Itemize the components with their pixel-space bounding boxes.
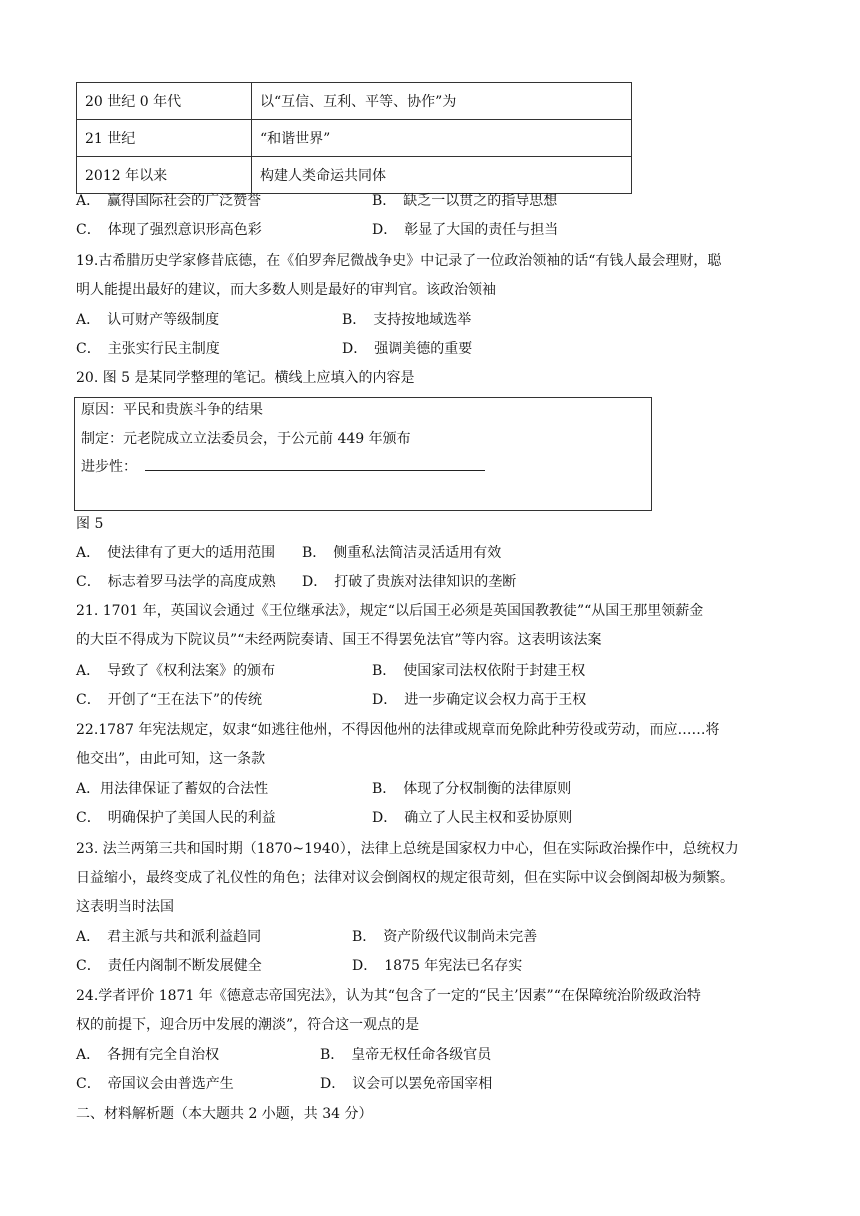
q21-option-a: A． 导致了《权利法案》的颁布 bbox=[76, 663, 276, 679]
q23-option-b: B． 资产阶级代议制尚未完善 bbox=[352, 929, 538, 945]
table-cell-content: 构建人类命运共同体 bbox=[252, 157, 632, 194]
q19-option-d: D． 强调美德的重要 bbox=[342, 341, 473, 357]
q18-option-a: A． 赢得国际社会的广泛赞誉 bbox=[76, 193, 262, 209]
q20-option-a: A． 使法律有了更大的适用范围 bbox=[76, 545, 276, 561]
table-cell-period: 2012 年以来 bbox=[77, 157, 252, 194]
policy-table bbox=[76, 82, 632, 194]
q22-stem-line: 22.1787 年宪法规定，奴隶“如逃往他州，不得因他州的法律或规章而免除此种劳役或劳动，而应……将 bbox=[76, 722, 720, 738]
q22-stem-line: 他交出”，由此可知，这一条款 bbox=[76, 751, 266, 767]
table-cell-period: 21 世纪 bbox=[77, 120, 252, 157]
q18-option-b: B． 缺乏一以贯之的指导思想 bbox=[372, 193, 558, 209]
table-row bbox=[77, 120, 632, 157]
q22-option-b: B． 体现了分权制衡的法律原则 bbox=[372, 781, 572, 797]
q18-option-c: C． 体现了强烈意识形高色彩 bbox=[76, 222, 262, 238]
q23-stem-line: 23. 法兰两第三共和国时期（1870~1940），法律上总统是国家权力中心，但在实际政治操作中，总统权力 bbox=[76, 841, 739, 857]
note-progress-label: 进步性： bbox=[81, 459, 137, 475]
table-row bbox=[77, 83, 632, 120]
q20-option-c: C． 标志着罗马法学的高度成熟 bbox=[76, 574, 276, 590]
fill-in-blank-line bbox=[145, 470, 485, 471]
q22-option-d: D． 确立了人民主权和妥协原则 bbox=[372, 810, 573, 826]
q23-stem-line: 这表明当时法国 bbox=[76, 899, 174, 915]
q19-stem-line: 19.古希腊历史学家修昔底德，在《伯罗奔尼微战争史》中记录了一位政治领袖的话“有钱人最会理财，聪 bbox=[76, 253, 722, 269]
section-heading: 二、材料解析题（本大题共 2 小题，共 34 分） bbox=[76, 1106, 373, 1122]
q20-option-b: B． 侧重私法简洁灵活适用有效 bbox=[302, 545, 502, 561]
q20-option-d: D． 打破了贵族对法律知识的垄断 bbox=[302, 574, 517, 590]
q19-option-c: C． 主张实行民主制度 bbox=[76, 341, 220, 357]
table-cell-content: “和谐世界” bbox=[252, 120, 632, 157]
note-made: 制定：元老院成立立法委员会，于公元前 449 年颁布 bbox=[81, 431, 411, 447]
q22-option-c: C． 明确保护了美国人民的利益 bbox=[76, 810, 276, 826]
q24-option-d: D． 议会可以罢免帝国宰相 bbox=[320, 1076, 493, 1092]
note-cause: 原因：平民和贵族斗争的结果 bbox=[81, 402, 263, 418]
q20-stem: 20. 图 5 是某同学整理的笔记。横线上应填入的内容是 bbox=[76, 370, 415, 386]
table-row bbox=[77, 157, 632, 194]
figure-label: 图 5 bbox=[76, 516, 104, 532]
q23-option-c: C． 责任内阁制不断发展健全 bbox=[76, 958, 262, 974]
q21-stem-line: 21. 1701 年，英国议会通过《王位继承法》，规定“以后国王必须是英国国教教徒”“从国王那里领薪金 bbox=[76, 603, 704, 619]
q19-stem-line: 明人能提出最好的建议，而大多数人则是最好的审判官。该政治领袖 bbox=[76, 282, 496, 298]
table-cell-content: 以“互信、互利、平等、协作”为 bbox=[252, 83, 632, 120]
q21-option-c: C． 开创了“王在法下”的传统 bbox=[76, 692, 263, 708]
table-cell-period: 20 世纪 0 年代 bbox=[77, 83, 252, 120]
q21-option-d: D． 进一步确定议会权力高于王权 bbox=[372, 692, 587, 708]
q24-stem-line: 权的前提下，迎合历中发展的潮淡”，符合这一观点的是 bbox=[76, 1017, 420, 1033]
q21-option-b: B． 使国家司法权依附于封建王权 bbox=[372, 663, 586, 679]
q24-option-a: A． 各拥有完全自治权 bbox=[76, 1047, 220, 1063]
q18-option-d: D． 彰显了大国的责任与担当 bbox=[372, 222, 559, 238]
q19-option-a: A． 认可财产等级制度 bbox=[76, 312, 220, 328]
q23-stem-line: 日益缩小，最终变成了礼仪性的角色；法律对议会倒阁权的规定很苛刻，但在实际中议会倒阁却极为频繁。 bbox=[76, 870, 734, 886]
q21-stem-line: 的大臣不得成为下院议员”“未经两院奏请、国王不得罢免法官”等内容。这表明该法案 bbox=[76, 632, 602, 648]
q22-option-a: A．用法律保证了蓄奴的合法性 bbox=[76, 781, 269, 797]
q19-option-b: B． 支持按地域选举 bbox=[342, 312, 472, 328]
q24-stem-line: 24.学者评价 1871 年《德意志帝国宪法》，认为其“包含了一定的“民主’因素”“在保障统治阶级政治特 bbox=[76, 988, 701, 1004]
q20-note-box bbox=[74, 397, 652, 511]
q23-option-a: A． 君主派与共和派利益趋同 bbox=[76, 929, 262, 945]
q23-option-d: D． 1875 年宪法已名存实 bbox=[352, 958, 523, 974]
q24-option-c: C． 帝国议会由普选产生 bbox=[76, 1076, 234, 1092]
q24-option-b: B． 皇帝无权任命各级官员 bbox=[320, 1047, 492, 1063]
